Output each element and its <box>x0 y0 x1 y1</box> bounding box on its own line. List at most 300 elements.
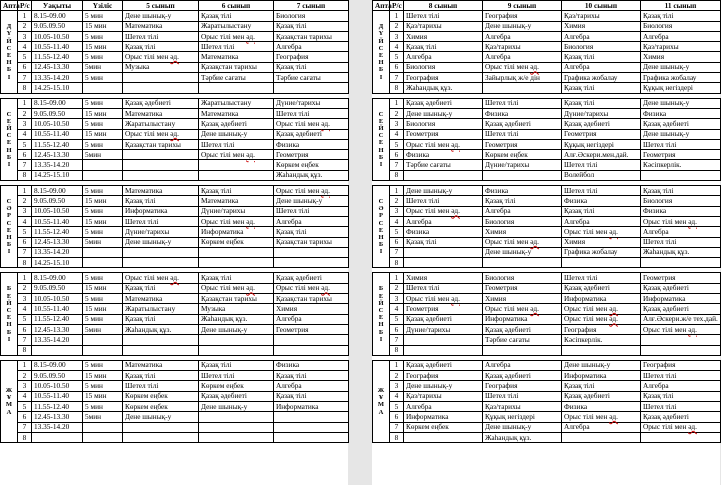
table-cell: Орыс тілі мен әд. <box>404 139 483 149</box>
table-cell: Кәсіпкерлік. <box>641 160 721 170</box>
table-cell: 11.55-12.40 <box>32 52 83 62</box>
table-cell <box>32 432 83 442</box>
table-cell <box>404 335 483 345</box>
table-cell: Қазақ тілі <box>562 52 641 62</box>
table-cell: Алгебра <box>483 206 562 216</box>
table-cell: 11.55-12.40 <box>32 314 83 324</box>
table-cell: Дене шынық-у <box>123 237 199 247</box>
table-row <box>373 422 721 432</box>
table-row <box>373 52 721 62</box>
table-row <box>373 83 721 93</box>
table-cell: Алғ.Әскери.ж/е тех.дай. <box>641 314 721 324</box>
table-cell: 8.15-09.00 <box>32 11 83 21</box>
table-row <box>1 294 349 304</box>
table-cell: Алғ.Әскери.мен.дай. <box>562 150 641 160</box>
table-cell <box>404 432 483 442</box>
table-row <box>1 227 349 237</box>
table-cell: Қазақ тілі <box>199 273 274 283</box>
table-cell: Қаз/тарихы <box>562 11 641 21</box>
table-cell: Қазақ тілі <box>562 381 641 391</box>
table-cell: Қаз/тарихы <box>404 21 483 31</box>
table-row <box>1 391 349 401</box>
table-cell: Физика <box>562 196 641 206</box>
table-cell <box>274 345 349 355</box>
table-cell <box>641 170 721 180</box>
table-cell: Геометрия <box>274 324 349 334</box>
table-row <box>1 216 349 226</box>
table-cell: Геометрия <box>274 150 349 160</box>
lesson-number: 6 <box>390 150 404 160</box>
table-cell: Информатика <box>641 294 721 304</box>
table-row <box>1 381 349 391</box>
lesson-number: 1 <box>390 186 404 196</box>
table-cell: Алгебра <box>641 381 721 391</box>
table-cell: Волейбол <box>562 170 641 180</box>
table-cell: Орыс тілі мен әд. <box>641 422 721 432</box>
lesson-number: 4 <box>18 42 32 52</box>
lesson-number: 3 <box>18 294 32 304</box>
table-cell: Шетел тілі <box>641 371 721 381</box>
day-name: Ж Ұ М А <box>377 387 385 416</box>
table-cell: Алгебра <box>274 42 349 52</box>
table-cell <box>123 422 199 432</box>
lesson-number: 7 <box>390 335 404 345</box>
table-cell <box>641 432 721 442</box>
table-cell: Қазақ әдебиеті <box>123 98 199 108</box>
table-row <box>1 119 349 129</box>
table-cell: География <box>483 381 562 391</box>
table-cell: Қазақстан тарихы <box>123 139 199 149</box>
table-cell: Орыс тілі мен әд. <box>123 129 199 139</box>
table-cell: 12.45-13.30 <box>32 62 83 72</box>
table-cell: 12.45-13.30 <box>32 237 83 247</box>
table-cell: Қазақ әдебиеті <box>404 98 483 108</box>
table-cell: Қазақ әдебиеті <box>641 304 721 314</box>
table-cell: Жаратылыстану <box>199 98 274 108</box>
table-row <box>373 360 721 370</box>
table-cell: 15 мин <box>83 371 123 381</box>
table-cell: 5 мин <box>83 360 123 370</box>
table-cell: 5 мин <box>83 381 123 391</box>
column-header: Апта <box>1 1 18 11</box>
table-cell: Құқық негіздері <box>641 83 721 93</box>
table-cell: Қаз/тарихы <box>483 42 562 52</box>
table-cell: Физика <box>483 108 562 118</box>
table-cell <box>562 432 641 442</box>
lesson-number: 5 <box>390 401 404 411</box>
table-cell <box>83 160 123 170</box>
table-cell: Шетел тілі <box>641 401 721 411</box>
lesson-number: 5 <box>390 139 404 149</box>
table-cell: Жаһандық құз. <box>404 83 483 93</box>
table-cell <box>274 432 349 442</box>
table-cell: Математика <box>123 186 199 196</box>
table-cell: Жаратылыстану <box>199 21 274 31</box>
lesson-number: 8 <box>18 170 32 180</box>
table-cell: Дене шынық-у <box>199 129 274 139</box>
table-cell <box>123 258 199 268</box>
table-cell <box>483 345 562 355</box>
lesson-number: 7 <box>18 335 32 345</box>
lesson-number: 2 <box>18 21 32 31</box>
table-cell: 10.05-10.50 <box>32 206 83 216</box>
table-cell: 15 мин <box>83 42 123 52</box>
lesson-number: 7 <box>390 422 404 432</box>
table-cell <box>199 258 274 268</box>
lesson-number: 2 <box>390 21 404 31</box>
table-cell: Геометрия <box>562 129 641 139</box>
table-cell: 10.55-11.40 <box>32 129 83 139</box>
table-cell <box>83 432 123 442</box>
table-cell: Графика жобалау <box>562 247 641 257</box>
table-cell: Орыс тілі мен әд. <box>123 52 199 62</box>
table-row <box>1 73 349 83</box>
table-row <box>373 186 721 196</box>
table-cell: 5 мин <box>83 139 123 149</box>
table-cell: Дене шынық-у <box>404 108 483 118</box>
table-cell: Физика <box>562 401 641 411</box>
table-cell: Дене шынық-у <box>123 11 199 21</box>
lesson-number: 4 <box>18 304 32 314</box>
table-cell: 14.25-15.10 <box>32 83 83 93</box>
table-cell: Алгебра <box>274 216 349 226</box>
lesson-number: 4 <box>390 42 404 52</box>
table-cell: Шетел тілі <box>123 31 199 41</box>
table-cell: Химия <box>562 237 641 247</box>
table-cell: Алгебра <box>404 216 483 226</box>
table-cell: Қазақ тілі <box>562 83 641 93</box>
table-cell: Биология <box>274 11 349 21</box>
table-cell: География <box>641 360 721 370</box>
lesson-number: 6 <box>18 150 32 160</box>
table-cell: 5 мин <box>83 98 123 108</box>
table-cell: Дене шынық-у <box>199 401 274 411</box>
table-cell: Қазақ тілі <box>274 21 349 31</box>
table-cell: Орыс тілі мен әд. <box>274 283 349 293</box>
table-cell: Қазақ тілі <box>404 42 483 52</box>
table-cell: Алгебра <box>641 31 721 41</box>
table-row <box>373 273 721 283</box>
table-cell <box>123 170 199 180</box>
table-row <box>1 247 349 257</box>
table-cell: 5 мин <box>83 52 123 62</box>
table-cell: Қазақ тілі <box>404 237 483 247</box>
table-cell: Математика <box>123 21 199 31</box>
table-cell: Жаһандық құз. <box>641 247 721 257</box>
table-cell: Биология <box>404 119 483 129</box>
table-cell: Геометрия <box>483 283 562 293</box>
table-row <box>1 273 349 283</box>
table-row <box>1 108 349 118</box>
table-row <box>1 129 349 139</box>
table-cell: Алгебра <box>562 216 641 226</box>
table-cell <box>123 83 199 93</box>
table-row <box>1 160 349 170</box>
table-cell: 8.15-09.00 <box>32 186 83 196</box>
table-cell: Шетел тілі <box>274 108 349 118</box>
lesson-number: 7 <box>18 247 32 257</box>
table-row <box>373 412 721 422</box>
table-cell: Физика <box>641 206 721 216</box>
table-cell: Химия <box>274 304 349 314</box>
table-cell: 5 мин <box>83 119 123 129</box>
page-left <box>0 0 348 485</box>
table-cell: Көркем еңбек <box>123 401 199 411</box>
lesson-number: 3 <box>390 119 404 129</box>
table-row <box>373 206 721 216</box>
table-cell: 10.05-10.50 <box>32 294 83 304</box>
day-label <box>1 360 18 442</box>
table-cell: 5 мин <box>83 273 123 283</box>
lesson-number: 1 <box>390 98 404 108</box>
table-row <box>1 62 349 72</box>
table-row <box>1 335 349 345</box>
table-cell: Алгебра <box>483 360 562 370</box>
table-row <box>373 150 721 160</box>
lesson-number: 8 <box>390 432 404 442</box>
table-cell: Дене шынық-у <box>404 186 483 196</box>
table-cell: Тәрбие сағаты <box>404 160 483 170</box>
table-cell <box>83 345 123 355</box>
table-cell: 11.55-12.40 <box>32 401 83 411</box>
day-name: С Ә Р С Е Н Б І <box>378 197 384 256</box>
table-row <box>373 345 721 355</box>
table-cell: Дене шынық-у <box>641 98 721 108</box>
table-cell: Қазақ әдебиеті <box>404 360 483 370</box>
table-cell: Қазақ әдебиеті <box>641 119 721 129</box>
table-cell: Алгебра <box>483 52 562 62</box>
table-cell: Геометрия <box>404 304 483 314</box>
table-cell: Қазақ әдебиеті <box>404 314 483 324</box>
lesson-number: 7 <box>18 422 32 432</box>
lesson-number: 3 <box>390 381 404 391</box>
table-cell: Орыс тілі мен әд. <box>404 294 483 304</box>
table-cell: Дене шынық-у <box>123 412 199 422</box>
table-cell: 10.55-11.40 <box>32 304 83 314</box>
table-cell: Дене шынық-у <box>404 381 483 391</box>
table-cell: Шетел тілі <box>562 273 641 283</box>
lesson-number: 7 <box>390 160 404 170</box>
table-row <box>1 186 349 196</box>
table-cell: Биология <box>404 62 483 72</box>
day-name: С Ә Р С Е Н Б І <box>6 197 12 256</box>
table-cell: Орыс тілі мен әд. <box>483 304 562 314</box>
table-cell: 15 мин <box>83 216 123 226</box>
lesson-number: 5 <box>18 227 32 237</box>
table-cell: Қазақ тілі <box>641 186 721 196</box>
table-row <box>373 401 721 411</box>
table-row <box>373 139 721 149</box>
table-cell: Физика <box>404 227 483 237</box>
table-cell: Математика <box>199 52 274 62</box>
table-cell: Геометрия <box>641 150 721 160</box>
table-cell: Құқық негіздері <box>483 412 562 422</box>
lesson-number: 3 <box>18 31 32 41</box>
table-cell: Шетел тілі <box>123 216 199 226</box>
table-cell: 15 мин <box>83 108 123 118</box>
table-cell: Қазақстан тарихы <box>274 31 349 41</box>
table-cell: Тәрбие сағаты <box>274 73 349 83</box>
table-row <box>1 371 349 381</box>
table-cell: Математика <box>123 360 199 370</box>
table-cell: Шетел тілі <box>404 283 483 293</box>
lesson-number: 4 <box>390 216 404 226</box>
table-cell: Геометрия <box>404 129 483 139</box>
table-row <box>373 170 721 180</box>
table-cell: Кәсіпкерлік. <box>562 335 641 345</box>
table-cell: Жаһандық құз. <box>199 314 274 324</box>
table-cell: Қазақ тілі <box>123 371 199 381</box>
day-label <box>373 360 390 442</box>
table-cell: Информатика <box>404 412 483 422</box>
table-cell: Геометрия <box>483 139 562 149</box>
table-cell: Информатика <box>562 371 641 381</box>
day-name: С Е Й С Е Н Б І <box>378 110 384 168</box>
lesson-number: 6 <box>18 412 32 422</box>
table-row <box>373 108 721 118</box>
table-cell: Биология <box>641 196 721 206</box>
lesson-number: 4 <box>390 304 404 314</box>
column-header: 9 сынып <box>483 1 562 11</box>
lesson-number: 8 <box>390 83 404 93</box>
table-cell: Алгебра <box>641 227 721 237</box>
table-row <box>373 11 721 21</box>
table-cell: Көркем еңбек <box>199 381 274 391</box>
lesson-number: 2 <box>390 196 404 206</box>
table-row <box>373 21 721 31</box>
table-cell <box>274 422 349 432</box>
lesson-number: 2 <box>18 196 32 206</box>
table-cell <box>123 73 199 83</box>
table-cell: Қазақстан тарихы <box>199 294 274 304</box>
table-cell: Қазақ тілі <box>562 206 641 216</box>
table-row <box>1 150 349 160</box>
lesson-number: 1 <box>18 360 32 370</box>
lesson-number: 4 <box>390 129 404 139</box>
table-cell: Көркем еңбек <box>483 150 562 160</box>
table-cell <box>274 335 349 345</box>
table-cell: Қазақ әдебиеті <box>483 324 562 334</box>
table-cell: 15 мин <box>83 196 123 206</box>
table-cell: Қазақстан тарихы <box>274 294 349 304</box>
day-name: Д Ү Й С Е Н Б І <box>6 23 12 81</box>
table-row <box>373 227 721 237</box>
table-row <box>1 314 349 324</box>
table-cell: Информатика <box>562 294 641 304</box>
table-cell: Шетел тілі <box>123 381 199 391</box>
table-cell: Орыс тілі мен әд. <box>562 227 641 237</box>
table-row <box>1 237 349 247</box>
table-cell: Орыс тілі мен әд. <box>641 216 721 226</box>
table-cell: Зайырлық ж/е дін <box>483 73 562 83</box>
lesson-number: 6 <box>18 62 32 72</box>
table-cell: Қазақ әдебиеті <box>483 119 562 129</box>
table-row <box>1 11 349 21</box>
lesson-number: 4 <box>390 391 404 401</box>
table-cell: Биология <box>641 21 721 31</box>
table-cell: 13.35-14.20 <box>32 73 83 83</box>
table-cell: Шетел тілі <box>641 237 721 247</box>
table-cell <box>483 170 562 180</box>
table-cell: Жаратылыстану <box>123 304 199 314</box>
lesson-number: 4 <box>18 216 32 226</box>
lesson-number: 8 <box>390 345 404 355</box>
table-cell: Химия <box>483 227 562 237</box>
table-cell: 13.35-14.20 <box>32 160 83 170</box>
table-cell: Орыс тілі мен әд. <box>274 119 349 129</box>
table-cell: Қазақ тілі <box>483 196 562 206</box>
table-row <box>373 258 721 268</box>
table-cell <box>83 258 123 268</box>
table-cell: Жаһандық құз. <box>123 324 199 334</box>
table-cell: Орыс тілі мен әд. <box>199 283 274 293</box>
table-cell: 5мин <box>83 237 123 247</box>
table-cell <box>404 170 483 180</box>
table-cell: 5 мин <box>83 31 123 41</box>
table-cell: 10.55-11.40 <box>32 216 83 226</box>
table-cell: Дене шынық-у <box>483 21 562 31</box>
lesson-number: 8 <box>18 258 32 268</box>
table-cell: Қазақ тілі <box>123 314 199 324</box>
table-row <box>373 247 721 257</box>
table-cell: Дүние/тарихы <box>404 324 483 334</box>
table-cell: Орыс тілі мен әд. <box>641 324 721 334</box>
lesson-number: 5 <box>390 52 404 62</box>
table-cell: Дене шынық-у <box>274 196 349 206</box>
lesson-number: 3 <box>390 206 404 216</box>
table-cell: Жаһандық құз. <box>483 432 562 442</box>
table-row <box>1 422 349 432</box>
table-cell: 15 мин <box>83 304 123 314</box>
table-cell: 5 мин <box>83 206 123 216</box>
table-header-row <box>1 1 349 11</box>
lesson-number: 2 <box>390 283 404 293</box>
table-cell: Орыс тілі мен әд. <box>274 186 349 196</box>
table-cell: Физика <box>483 186 562 196</box>
table-cell: Орыс тілі мен әд. <box>404 206 483 216</box>
table-row <box>373 294 721 304</box>
table-cell: Алгебра <box>404 52 483 62</box>
day-label <box>373 98 390 180</box>
table-cell <box>641 345 721 355</box>
table-row <box>373 371 721 381</box>
table-cell: 15 мин <box>83 391 123 401</box>
table-cell: 9.05.09.50 <box>32 196 83 206</box>
column-header: 6 сынып <box>199 1 274 11</box>
table-row <box>1 401 349 411</box>
table-cell: Дүние/тарихы <box>274 98 349 108</box>
table-cell: 10.55-11.40 <box>32 391 83 401</box>
lesson-number: 7 <box>18 73 32 83</box>
table-cell: География <box>404 371 483 381</box>
lesson-number: 5 <box>18 139 32 149</box>
lesson-number: 1 <box>390 273 404 283</box>
column-header: 10 сынып <box>562 1 641 11</box>
table-cell: Шетел тілі <box>404 11 483 21</box>
table-row <box>373 31 721 41</box>
table-cell: География <box>483 11 562 21</box>
table-cell: Орыс тілі мен әд. <box>199 31 274 41</box>
table-cell <box>562 258 641 268</box>
lesson-number: 6 <box>390 324 404 334</box>
table-row <box>373 324 721 334</box>
lesson-number: 8 <box>18 345 32 355</box>
table-row <box>1 98 349 108</box>
table-cell: Шетел тілі <box>483 129 562 139</box>
column-header: 7 сынып <box>274 1 349 11</box>
table-cell: Дене шынық-у <box>641 129 721 139</box>
lesson-number: 5 <box>390 314 404 324</box>
